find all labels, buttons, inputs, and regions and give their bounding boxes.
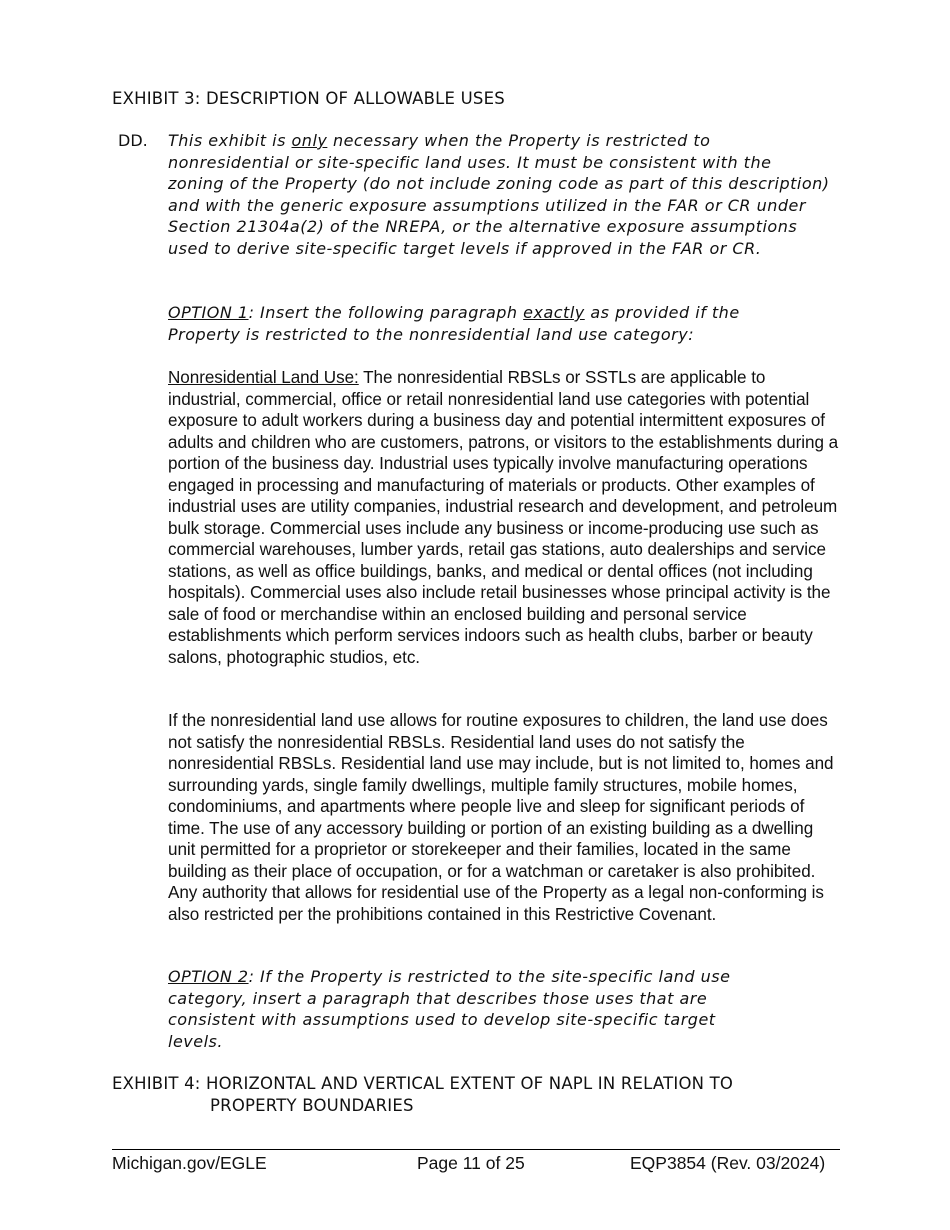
option-1-exactly: exactly [523,303,585,322]
dd-only-emphasis: only [291,131,328,150]
nonresidential-title: Nonresidential Land Use: [168,368,359,387]
option-1-text-a: : Insert the following paragraph [248,303,524,322]
exhibit-3-heading: EXHIBIT 3: DESCRIPTION OF ALLOWABLE USES [112,89,505,108]
residential-note-paragraph: If the nonresidential land use allows for routine exposures to children, the land use does not satisfy the nonresidential RBSLs. Residential land uses do not satisfy the nonresidential RBSLs. Residential land use may include, but is not limited to, homes and surrounding yards, single family dwellings, multiple family structures, mobile homes, condominiums, and apartments where people live and sleep for significant periods of time. The use of any accessory building or portion of an existing building as a dwelling unit permitted for a proprietor or storekeeper and their families, located in the same building as their place of occupation, or for a watchman or caretaker is also prohibited. Any authority that allows for residential use of the Property as a legal non-conforming is also restricted per the prohibitions contained in this Restrictive Covenant. [168,711,834,924]
option-2-paragraph [168,966,758,1052]
option-2-text: : If the Property is restricted to the site-specific land use category, insert a paragraph that describes those uses that are consistent with assumptions used to develop site-specific target levels. [168,967,731,1051]
footer-page-number: Page 11 of 25 [417,1153,525,1173]
exhibit-4-heading-line1: EXHIBIT 4: HORIZONTAL AND VERTICAL EXTENT OF NAPL IN RELATION TO [112,1074,734,1093]
nonresidential-text: The nonresidential RBSLs or SSTLs are applicable to industrial, commercial, office or retail nonresidential land use categories with potential exposure to adult workers during a business day and potential intermittent exposures of adults and children who are customers, patrons, or visitors to the establishments during a portion of the business day. Industrial uses typically involve manufacturing operations engaged in processing and manufacturing of materials or products. Other examples of industrial uses are utility companies, industrial research and development, and petroleum bulk storage. Commercial uses include any business or income-producing use such as commercial warehouses, lumber yards, retail gas stations, auto dealerships and service stations, as well as office buildings, banks, and medical or dental offices (not including hospitals). Commercial uses also include retail businesses whose principal activity is the sale of food or merchandise within an enclosed building and personal service establishments which perform services indoors such as health clubs, barber or beauty salons, photographic studios, etc. [168,368,839,667]
footer-website: Michigan.gov/EGLE [112,1153,267,1173]
exhibit-4-heading [112,1073,832,1116]
nonresidential-land-use-paragraph [168,367,840,668]
option-1-text-b: as provided if the Property is restricted to the nonresidential land use category: [168,303,740,344]
footer-divider [112,1149,840,1150]
dd-text-b: necessary when the Property is restricted to nonresidential or site-specific land uses. It must be consistent with the zoning of the Property (do not include zoning code as part of this description) and with the generic exposure assumptions utilized in the FAR or CR under Section 21304a(2) of the NREPA, or the alternative exposure assumptions used to derive site-specific target levels if approved in the FAR or CR. [168,131,830,258]
option-1-label: OPTION 1 [168,303,249,322]
exhibit-4-heading-line2: PROPERTY BOUNDARIES [210,1095,414,1115]
option-2-label: OPTION 2 [168,967,249,986]
option-1-paragraph [168,302,768,345]
dd-instruction-paragraph [168,130,832,259]
dd-label: DD. [118,131,148,150]
footer-form-id: EQP3854 (Rev. 03/2024) [630,1153,826,1173]
dd-text-a: This exhibit is [168,131,292,150]
